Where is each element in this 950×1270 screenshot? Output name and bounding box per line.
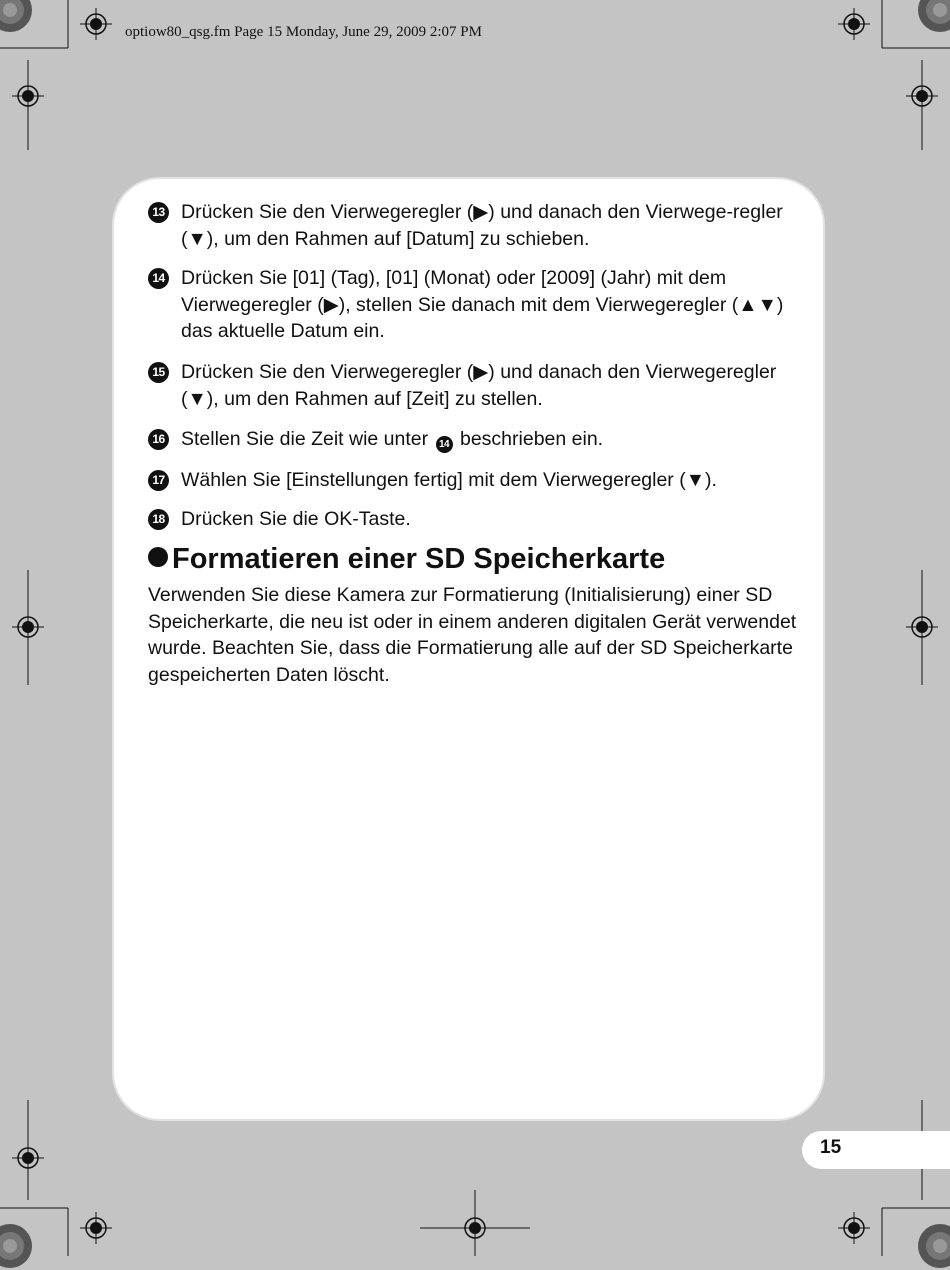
registration-mark-icon (12, 80, 44, 112)
section-body: Verwenden Sie diese Kamera zur Formatierung (Initialisierung) einer SD Speicherkarte, die neu ist oder in einem anderen digitalen Gerät verwendet wurde. Beachten Sie, dass die Formatierung alle auf der SD Speicherkarte gespeicherten Daten löscht. (148, 584, 797, 686)
step-text: Drücken Sie den Vierwegeregler (▶) und danach den Vierwegeregler (▼), um den Rahmen auf [Zeit] zu stellen. (181, 361, 777, 410)
step-number-badge: 14 (148, 268, 169, 289)
registration-mark-icon (906, 611, 938, 643)
bullet-dot-icon (148, 547, 168, 567)
step-text (181, 426, 808, 453)
step-text: Drücken Sie den Vierwegeregler (▶) und danach den Vierwege-regler (▼), um den Rahmen auf [Datum] zu schieben. (181, 201, 783, 250)
registration-mark-icon (80, 8, 112, 40)
step-number-badge: 13 (148, 202, 169, 223)
page-number: 15 (820, 1137, 842, 1158)
registration-mark-icon (80, 1212, 112, 1244)
step-text: Drücken Sie die OK-Taste. (181, 508, 411, 530)
step-text-after: beschrieben ein. (459, 428, 604, 450)
step-number-badge: 16 (148, 429, 169, 450)
step-reference-badge: 14 (436, 436, 453, 453)
registration-mark-icon (906, 80, 938, 112)
step-number-badge: 17 (148, 470, 169, 491)
registration-mark-icon (12, 1142, 44, 1174)
section-title: Formatieren einer SD Speicherkarte (172, 543, 666, 575)
step-text: Drücken Sie [01] (Tag), [01] (Monat) oder [2009] (Jahr) mit dem Vierwegeregler (▶), stellen Sie danach mit dem Vierwegeregler (▲▼) das aktuelle Datum ein. (181, 267, 784, 342)
registration-mark-icon (838, 1212, 870, 1244)
step-text-before: Stellen Sie die Zeit wie unter (181, 428, 429, 450)
step-16 (148, 426, 808, 453)
section-heading (148, 543, 665, 576)
color-target-icon (916, 0, 950, 34)
step-number-badge: 15 (148, 362, 169, 383)
step-15 (148, 359, 808, 412)
step-13 (148, 199, 808, 252)
print-header: optiow80_qsg.fm Page 15 Monday, June 29, 2009 2:07 PM (125, 24, 482, 40)
step-14 (148, 265, 808, 345)
color-target-icon (0, 0, 34, 34)
registration-mark-icon (12, 611, 44, 643)
step-17 (148, 467, 808, 494)
registration-mark-icon (838, 8, 870, 40)
color-target-icon (0, 1222, 34, 1270)
step-18 (148, 506, 808, 533)
color-target-icon (916, 1222, 950, 1270)
registration-mark-icon (459, 1212, 491, 1244)
step-text: Wählen Sie [Einstellungen fertig] mit dem Vierwegeregler (▼). (181, 469, 717, 491)
step-number-badge: 18 (148, 509, 169, 530)
